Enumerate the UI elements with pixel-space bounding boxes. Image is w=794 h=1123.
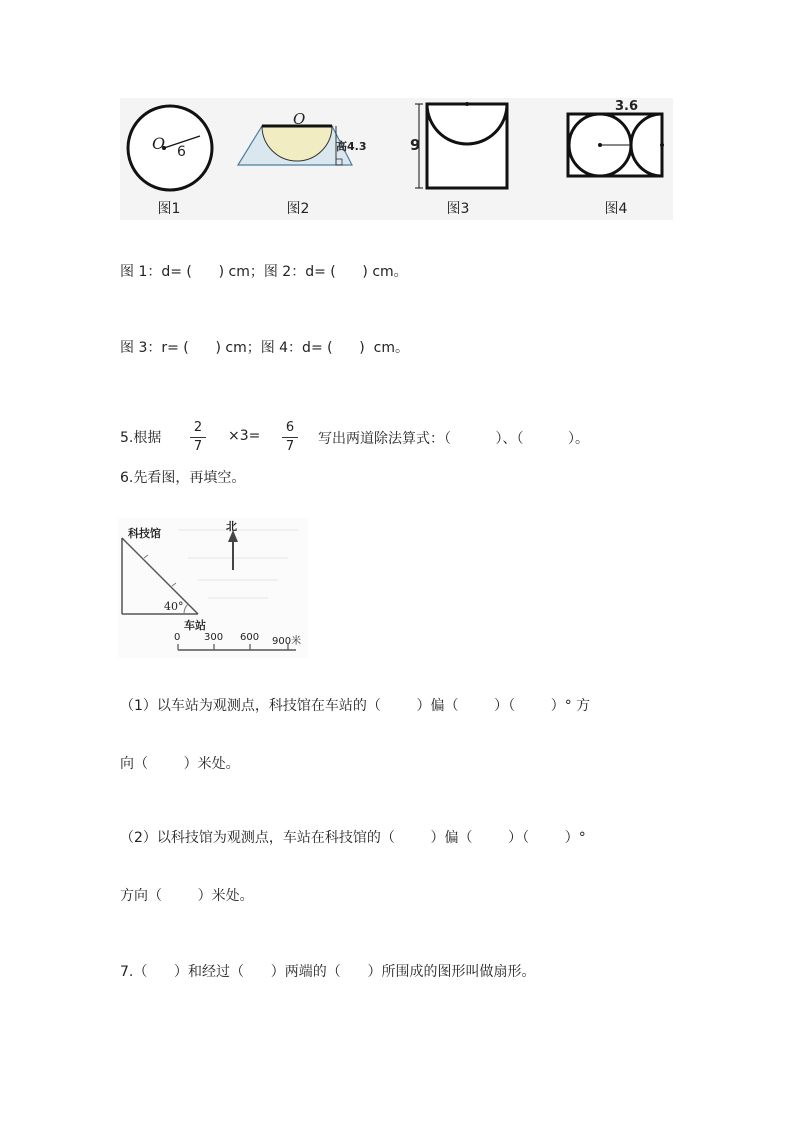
q5-fraction-2-numerator: 6: [285, 420, 295, 435]
map-scale-tick-0: 0: [174, 632, 181, 643]
map-north-label: 北: [226, 520, 237, 533]
question-6-title: 6.先看图，再填空。: [120, 470, 246, 486]
fig3-side-label: 9: [410, 136, 421, 154]
fig2-caption: 图2: [286, 201, 310, 217]
question-6-2-line-2: 方向（ ）米处。: [120, 888, 254, 904]
fig2-center-label: O: [293, 110, 306, 128]
fig2-height-label: 高4.3: [336, 140, 367, 153]
fig3-caption: 图3: [446, 201, 470, 217]
q5-fraction-1: [190, 420, 206, 455]
direction-map: [118, 518, 308, 658]
q5-fraction-1-bar: [190, 437, 206, 438]
map-museum-label: 科技馆: [128, 527, 161, 540]
q5-times: ×3=: [228, 428, 261, 444]
map-scale-tick-300: 300: [204, 632, 224, 643]
fig1-caption: 图1: [157, 201, 181, 217]
map-scale-tick-600: 600: [240, 632, 260, 643]
q5-suffix: 写出两道除法算式：（ ）、（ ）。: [318, 431, 590, 447]
question-figures-3-4: 图 3：r= ( ) cm；图 4：d= ( ) cm。: [120, 340, 409, 356]
question-6-2-line-1: （2）以科技馆为观测点，车站在科技馆的（ ）偏（ ）（ ）°: [120, 830, 586, 846]
question-7: 7.（ ）和经过（ ）两端的（ ）所围成的图形叫做扇形。: [120, 964, 536, 980]
q5-fraction-2: [282, 420, 298, 455]
figure-3-square-semicircle: [415, 102, 507, 188]
figure-2-semicircle-trapezoid: [238, 126, 352, 165]
question-6-1-line-2: 向（ ）米处。: [120, 756, 240, 772]
map-angle-label: 40°: [164, 600, 184, 613]
q5-fraction-1-denominator: 7: [193, 439, 203, 454]
question-figures-1-2: 图 1：d= ( ) cm；图 2：d= ( ) cm。: [120, 264, 408, 280]
q5-fraction-2-denominator: 7: [285, 439, 295, 454]
fig4-top-label: 3.6: [615, 99, 639, 114]
q5-fraction-1-numerator: 2: [193, 420, 203, 435]
question-6-1-line-1: （1）以车站为观测点，科技馆在车站的（ ）偏（ ）（ ）° 方: [120, 698, 591, 714]
map-station-label: 车站: [184, 619, 206, 632]
q5-fraction-2-bar: [282, 437, 298, 438]
figure-4-rect-circles: [568, 114, 664, 176]
fig4-caption: 图4: [604, 201, 628, 217]
q5-prefix: 5.根据: [120, 430, 162, 446]
map-scale-tick-900: 900米: [272, 636, 302, 647]
fig1-center-label: O: [152, 134, 166, 153]
figures-panel: [120, 98, 673, 220]
fig1-radius-label: 6: [177, 144, 186, 160]
figure-1-circle: [128, 106, 212, 190]
